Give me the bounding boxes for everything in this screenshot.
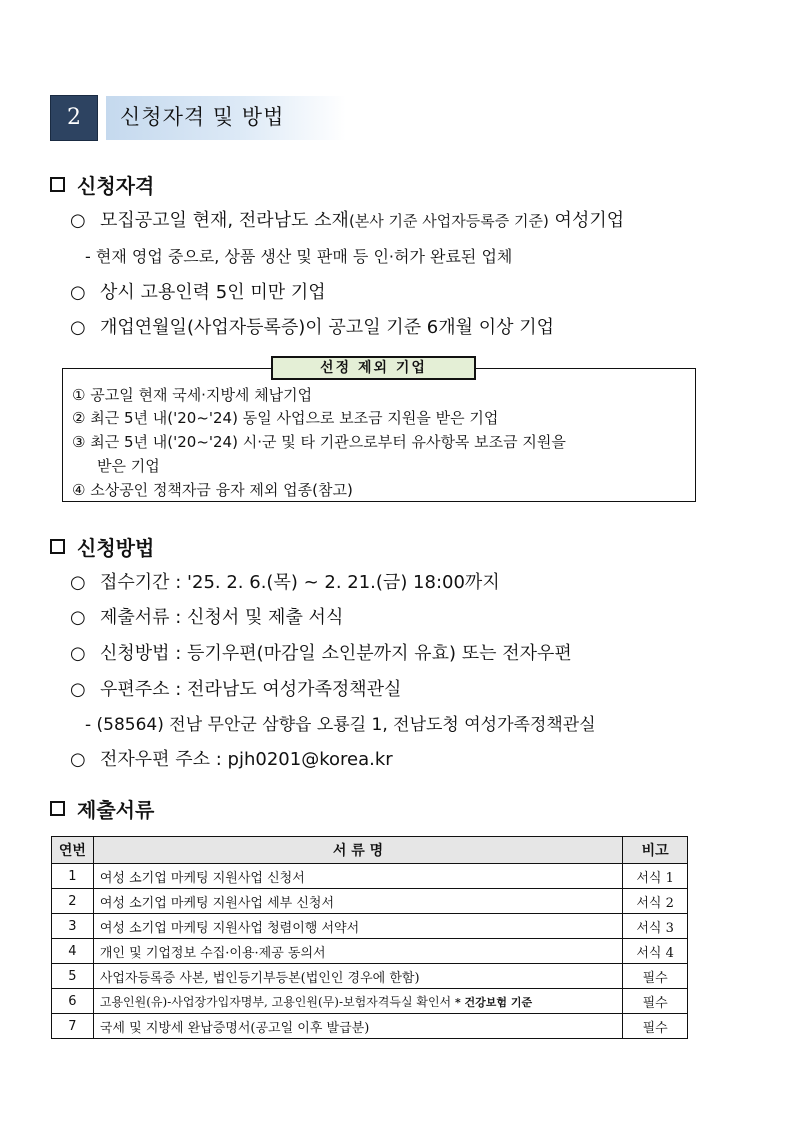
documents-table (51, 836, 688, 1039)
circle-bullet-icon: ○ (70, 749, 86, 770)
method-item-docs: ○ 제출서류 : 신청서 및 제출 서식 (70, 605, 343, 631)
excluded-companies-label: 선정 제외 기업 (271, 356, 476, 380)
table-row: 3 여성 소기업 마케팅 지원사업 청렴이행 서약서 서식 3 (52, 914, 688, 939)
checkbox-square-icon (50, 177, 65, 192)
section-number: 2 (50, 95, 98, 141)
method-heading (50, 532, 154, 560)
checkbox-square-icon (50, 539, 65, 554)
table-row: 6 고용인원(유)-사업장가입자명부, 고용인원(무)-보험자격득실 확인서 * 건강보험 기준 필수 (52, 989, 688, 1014)
circle-bullet-icon: ○ (70, 679, 86, 700)
documents-heading (50, 794, 154, 822)
table-row: 1 여성 소기업 마케팅 지원사업 신청서 서식 1 (52, 864, 688, 889)
circle-bullet-icon: ○ (70, 317, 86, 338)
eligibility-heading-text: 신청자격 (77, 173, 155, 198)
eligibility-heading (50, 170, 154, 198)
table-row: 4 개인 및 기업정보 수집·이용·제공 동의서 서식 4 (52, 939, 688, 964)
section-title: 신청자격 및 방법 (120, 105, 285, 129)
method-item-period: ○ 접수기간 : '25. 2. 6.(목) ~ 2. 21.(금) 18:00까지 (70, 570, 500, 596)
eligibility-item-1: ○ 모집공고일 현재, 전라남도 소재(본사 기준 사업자등록증 기준) 여성기업 (70, 208, 624, 234)
circle-bullet-icon: ○ (70, 282, 86, 303)
method-address-sub: - (58564) 전남 무안군 삼향읍 오룡길 1, 전남도청 여성가족정책관실 (85, 715, 596, 735)
excluded-item-2: ② 최근 5년 내('20~'24) 동일 사업으로 보조금 지원을 받은 기업 (72, 409, 499, 427)
method-item-how: ○ 신청방법 : 등기우편(마감일 소인분까지 유효) 또는 전자우편 (70, 641, 572, 667)
method-item-address: ○ 우편주소 : 전라남도 여성가족정책관실 (70, 677, 401, 703)
column-header-name: 서 류 명 (93, 837, 622, 864)
column-header-note: 비고 (623, 837, 688, 864)
column-header-no: 연번 (52, 837, 94, 864)
excluded-item-1: ① 공고일 현재 국세·지방세 체납기업 (72, 386, 313, 404)
table-row: 2 여성 소기업 마케팅 지원사업 세부 신청서 서식 2 (52, 889, 688, 914)
table-header-row (52, 837, 688, 864)
circle-bullet-icon: ○ (70, 572, 86, 593)
documents-heading-text: 제출서류 (77, 797, 155, 822)
eligibility-item-3: ○ 개업연월일(사업자등록증)이 공고일 기준 6개월 이상 기업 (70, 315, 554, 341)
excluded-item-3: ③ 최근 5년 내('20~'24) 시·군 및 타 기관으로부터 유사항목 보조금 지원을 (72, 433, 566, 451)
eligibility-item-1-sub: - 현재 영업 중으로, 상품 생산 및 판매 등 인·허가 완료된 업체 (85, 247, 513, 266)
method-item-email: ○ 전자우편 주소 : pjh0201@korea.kr (70, 747, 393, 773)
excluded-item-4: ④ 소상공인 정책자금 융자 제외 업종(참고) (72, 481, 353, 499)
checkbox-square-icon (50, 801, 65, 816)
excluded-item-3-cont: 받은 기업 (97, 457, 160, 475)
method-heading-text: 신청방법 (77, 535, 155, 560)
circle-bullet-icon: ○ (70, 210, 86, 231)
circle-bullet-icon: ○ (70, 643, 86, 664)
table-row: 7 국세 및 지방세 완납증명서(공고일 이후 발급분) 필수 (52, 1014, 688, 1039)
table-row: 5 사업자등록증 사본, 법인등기부등본(법인인 경우에 한함) 필수 (52, 964, 688, 989)
eligibility-item-2: ○ 상시 고용인력 5인 미만 기업 (70, 280, 326, 306)
circle-bullet-icon: ○ (70, 607, 86, 628)
